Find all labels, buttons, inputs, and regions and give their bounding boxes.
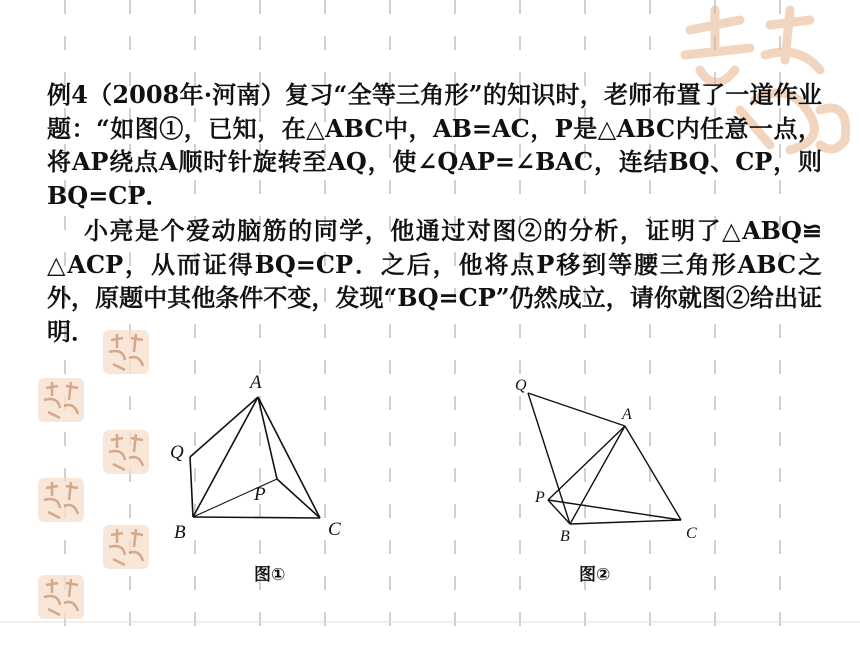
label-Q: Q bbox=[170, 442, 184, 463]
segment-BC bbox=[570, 520, 681, 524]
segment-PC bbox=[277, 479, 320, 518]
label-Q: Q bbox=[515, 377, 527, 394]
label-B: B bbox=[174, 522, 186, 543]
figure-2-diagram bbox=[510, 370, 710, 550]
segment-AQ bbox=[190, 397, 258, 457]
label-C: C bbox=[328, 519, 341, 540]
label-P: P bbox=[254, 484, 266, 505]
segment-AP bbox=[548, 426, 625, 500]
segment-BC bbox=[193, 517, 320, 518]
segment-QB bbox=[190, 457, 193, 517]
problem-paragraph-2: 小亮是个爱动脑筋的同学，他通过对图②的分析，证明了△ABQ≌ △ACP，从而证得BQ=CP．之后，他将点P移到等腰三角形ABC之外，原题中其他条件不变，发现“BQ=CP”仍然成立，请你就图②给出证明． bbox=[47, 216, 822, 346]
segment-AB bbox=[570, 426, 625, 524]
label-P: P bbox=[535, 489, 545, 506]
seal-stamp bbox=[38, 575, 84, 619]
seal-stamp bbox=[38, 478, 84, 522]
problem-paragraph-1: 例4（2008年·河南）复习“全等三角形”的知识时，老师布置了一道作业题：“如图①，已知，在△ABC中，AB=AC，P是△ABC内任意一点，将AP绕点A顺时针旋转至AQ，使∠QAP=∠BAC，连结BQ、CP，则BQ=CP． bbox=[47, 80, 822, 210]
label-A: A bbox=[250, 372, 262, 393]
segment-AC bbox=[258, 397, 320, 518]
segment-QA bbox=[528, 393, 625, 426]
segment-AP bbox=[258, 397, 277, 479]
seal-stamp bbox=[38, 378, 84, 422]
label-A: A bbox=[622, 406, 632, 423]
seal-stamp bbox=[103, 525, 149, 569]
figure-1-caption: 图① bbox=[254, 565, 286, 585]
label-C: C bbox=[686, 525, 697, 542]
segment-AB bbox=[193, 397, 258, 517]
segment-AC bbox=[625, 426, 681, 520]
label-B: B bbox=[560, 528, 570, 545]
figure-2-caption: 图② bbox=[579, 565, 611, 585]
seal-stamp bbox=[103, 430, 149, 474]
figure-1-diagram bbox=[160, 368, 360, 548]
